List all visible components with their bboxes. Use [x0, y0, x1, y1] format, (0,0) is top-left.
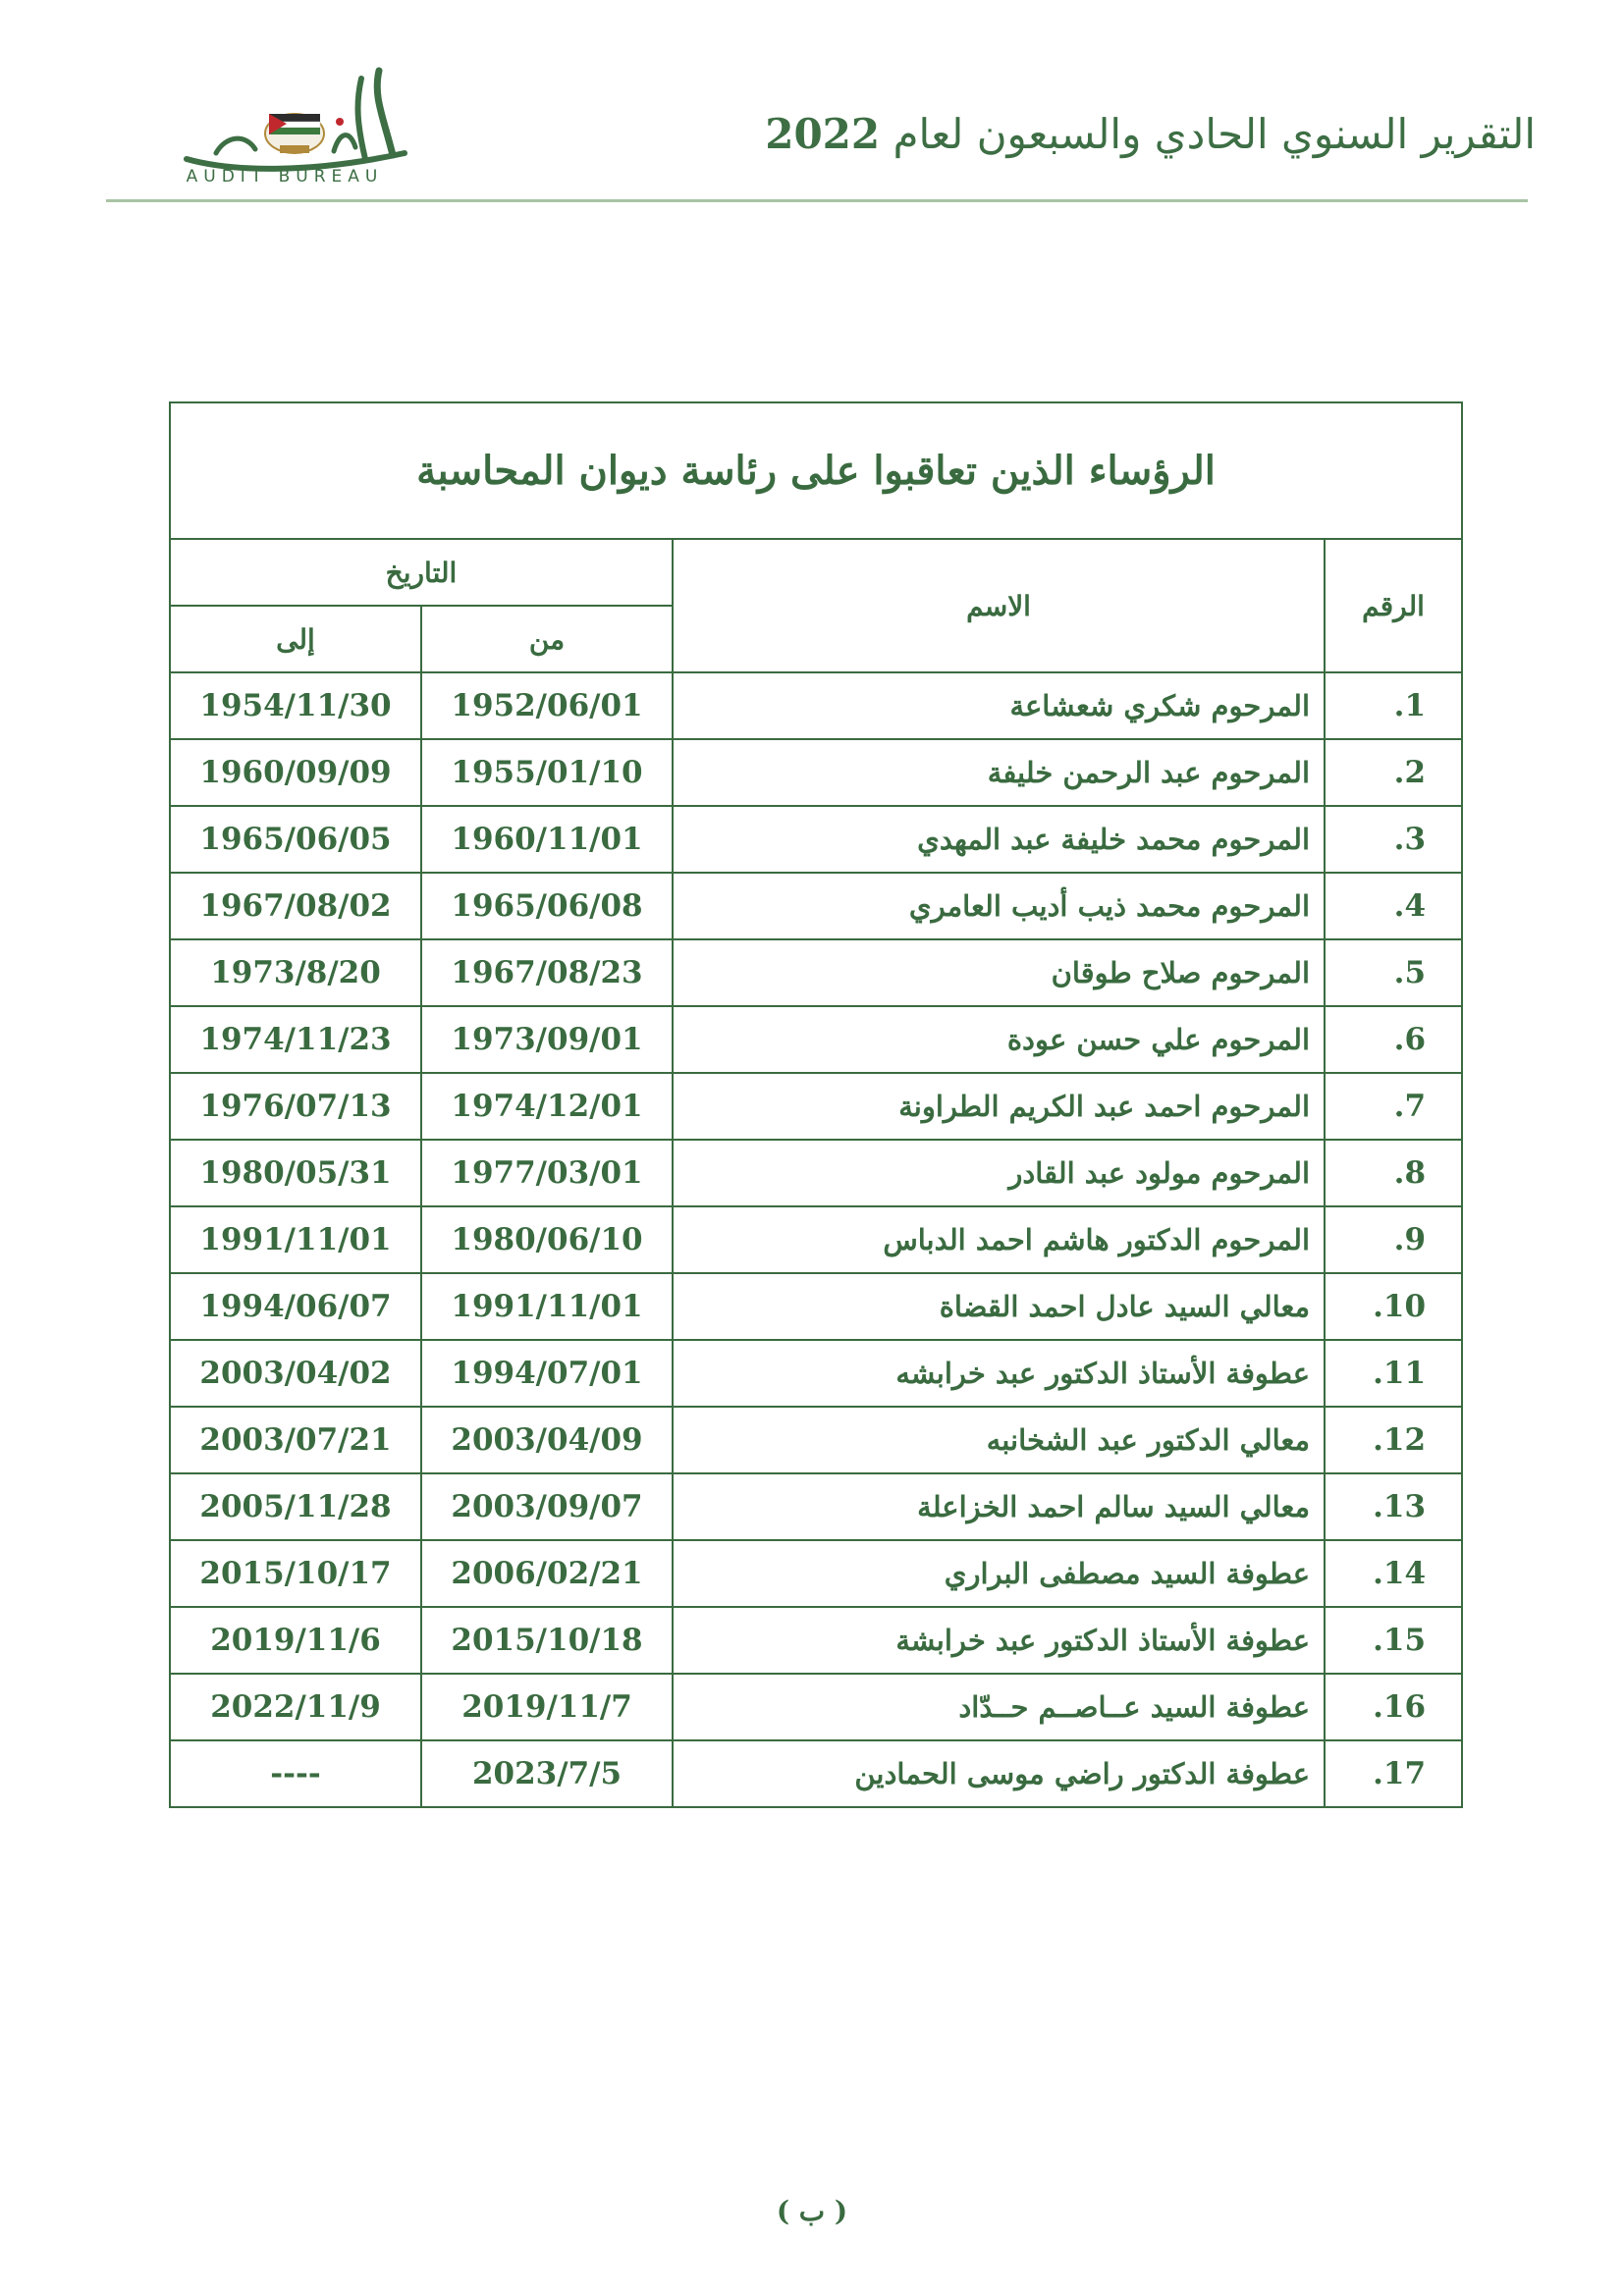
row-date-from: 1967/08/23	[421, 939, 673, 1006]
report-year: 2022	[765, 110, 881, 158]
row-number: 3.	[1325, 806, 1462, 873]
report-title-text: التقرير السنوي الحادي والسبعون لعام	[893, 110, 1536, 158]
row-date-from: 1952/06/01	[421, 672, 673, 739]
header-divider	[106, 199, 1528, 202]
row-date-to: 2019/11/6	[170, 1607, 421, 1674]
table-row	[170, 739, 1462, 806]
row-name: المرحوم صلاح طوقان	[673, 939, 1325, 1006]
row-name: عطوفة السيد عــاصــم حــدّاد	[673, 1674, 1325, 1740]
row-number: 2.	[1325, 739, 1462, 806]
row-date-to: 1976/07/13	[170, 1073, 421, 1140]
row-date-from: 1960/11/01	[421, 806, 673, 873]
row-name: عطوفة الأستاذ الدكتور عبد خرابشة	[673, 1607, 1325, 1674]
table-body	[170, 672, 1462, 1807]
row-date-from: 1991/11/01	[421, 1273, 673, 1340]
row-name: عطوفة الأستاذ الدكتور عبد خرابشه	[673, 1340, 1325, 1407]
table-row	[170, 1073, 1462, 1140]
report-title	[765, 110, 1536, 158]
row-date-from: 2015/10/18	[421, 1607, 673, 1674]
row-name: المرحوم محمد خليفة عبد المهدي	[673, 806, 1325, 873]
presidents-table-container	[169, 401, 1461, 1808]
row-date-to: 1965/06/05	[170, 806, 421, 873]
row-name: المرحوم عبد الرحمن خليفة	[673, 739, 1325, 806]
logo-latin-text: AUDIT BUREAU	[186, 167, 384, 187]
table-row	[170, 1473, 1462, 1540]
column-header-date: التاريخ	[170, 539, 673, 606]
row-number: 17.	[1325, 1740, 1462, 1807]
row-date-to: 2005/11/28	[170, 1473, 421, 1540]
table-row	[170, 1407, 1462, 1473]
row-number: 13.	[1325, 1473, 1462, 1540]
row-number: 7.	[1325, 1073, 1462, 1140]
row-date-from: 1955/01/10	[421, 739, 673, 806]
row-date-from: 1973/09/01	[421, 1006, 673, 1073]
table-row	[170, 1740, 1462, 1807]
row-date-to: 2022/11/9	[170, 1674, 421, 1740]
row-number: 4.	[1325, 873, 1462, 939]
row-number: 16.	[1325, 1674, 1462, 1740]
row-number: 11.	[1325, 1340, 1462, 1407]
row-date-to: 1960/09/09	[170, 739, 421, 806]
column-header-name: الاسم	[673, 539, 1325, 672]
table-row	[170, 1273, 1462, 1340]
row-date-from: 1965/06/08	[421, 873, 673, 939]
row-name: المرحوم شكري شعشاعة	[673, 672, 1325, 739]
row-name: معالي السيد عادل احمد القضاة	[673, 1273, 1325, 1340]
table-row	[170, 1006, 1462, 1073]
row-date-to: 1967/08/02	[170, 873, 421, 939]
row-name: معالي الدكتور عبد الشخانبه	[673, 1407, 1325, 1473]
table-row	[170, 1540, 1462, 1607]
row-date-to: 2003/07/21	[170, 1407, 421, 1473]
row-name: المرحوم علي حسن عودة	[673, 1006, 1325, 1073]
row-number: 12.	[1325, 1407, 1462, 1473]
row-date-from: 2023/7/5	[421, 1740, 673, 1807]
row-date-to: 1973/8/20	[170, 939, 421, 1006]
table-row	[170, 806, 1462, 873]
row-name: عطوفة الدكتور راضي موسى الحمادين	[673, 1740, 1325, 1807]
table-row	[170, 939, 1462, 1006]
column-header-from: من	[421, 606, 673, 672]
row-number: 8.	[1325, 1140, 1462, 1206]
row-name: عطوفة السيد مصطفى البراري	[673, 1540, 1325, 1607]
row-date-from: 1974/12/01	[421, 1073, 673, 1140]
page-number: ( ب )	[776, 2195, 848, 2227]
row-number: 5.	[1325, 939, 1462, 1006]
row-name: معالي السيد سالم احمد الخزاعلة	[673, 1473, 1325, 1540]
row-number: 1.	[1325, 672, 1462, 739]
row-date-from: 1980/06/10	[421, 1206, 673, 1273]
row-date-from: 2006/02/21	[421, 1540, 673, 1607]
row-number: 9.	[1325, 1206, 1462, 1273]
row-name: المرحوم محمد ذيب أديب العامري	[673, 873, 1325, 939]
table-row	[170, 1206, 1462, 1273]
table-row	[170, 873, 1462, 939]
table-row	[170, 1140, 1462, 1206]
row-date-from: 2003/04/09	[421, 1407, 673, 1473]
row-date-to: 1994/06/07	[170, 1273, 421, 1340]
row-date-from: 1977/03/01	[421, 1140, 673, 1206]
row-name: المرحوم احمد عبد الكريم الطراونة	[673, 1073, 1325, 1140]
row-date-to: 1954/11/30	[170, 672, 421, 739]
row-date-from: 1994/07/01	[421, 1340, 673, 1407]
row-date-to: 2015/10/17	[170, 1540, 421, 1607]
table-row	[170, 672, 1462, 739]
table-title: الرؤساء الذين تعاقبوا على رئاسة ديوان المحاسبة	[170, 402, 1462, 539]
table-row	[170, 1607, 1462, 1674]
column-header-to: إلى	[170, 606, 421, 672]
row-number: 6.	[1325, 1006, 1462, 1073]
row-date-to: 1974/11/23	[170, 1006, 421, 1073]
column-header-number: الرقم	[1325, 539, 1462, 672]
table-row	[170, 1340, 1462, 1407]
row-name: المرحوم الدكتور هاشم احمد الدباس	[673, 1206, 1325, 1273]
row-number: 14.	[1325, 1540, 1462, 1607]
row-name: المرحوم مولود عبد القادر	[673, 1140, 1325, 1206]
row-date-from: 2019/11/7	[421, 1674, 673, 1740]
presidents-table	[169, 401, 1463, 1808]
row-number: 10.	[1325, 1273, 1462, 1340]
row-date-from: 2003/09/07	[421, 1473, 673, 1540]
row-date-to: 2003/04/02	[170, 1340, 421, 1407]
table-row	[170, 1674, 1462, 1740]
row-date-to: ----	[170, 1740, 421, 1807]
row-date-to: 1991/11/01	[170, 1206, 421, 1273]
row-date-to: 1980/05/31	[170, 1140, 421, 1206]
row-number: 15.	[1325, 1607, 1462, 1674]
